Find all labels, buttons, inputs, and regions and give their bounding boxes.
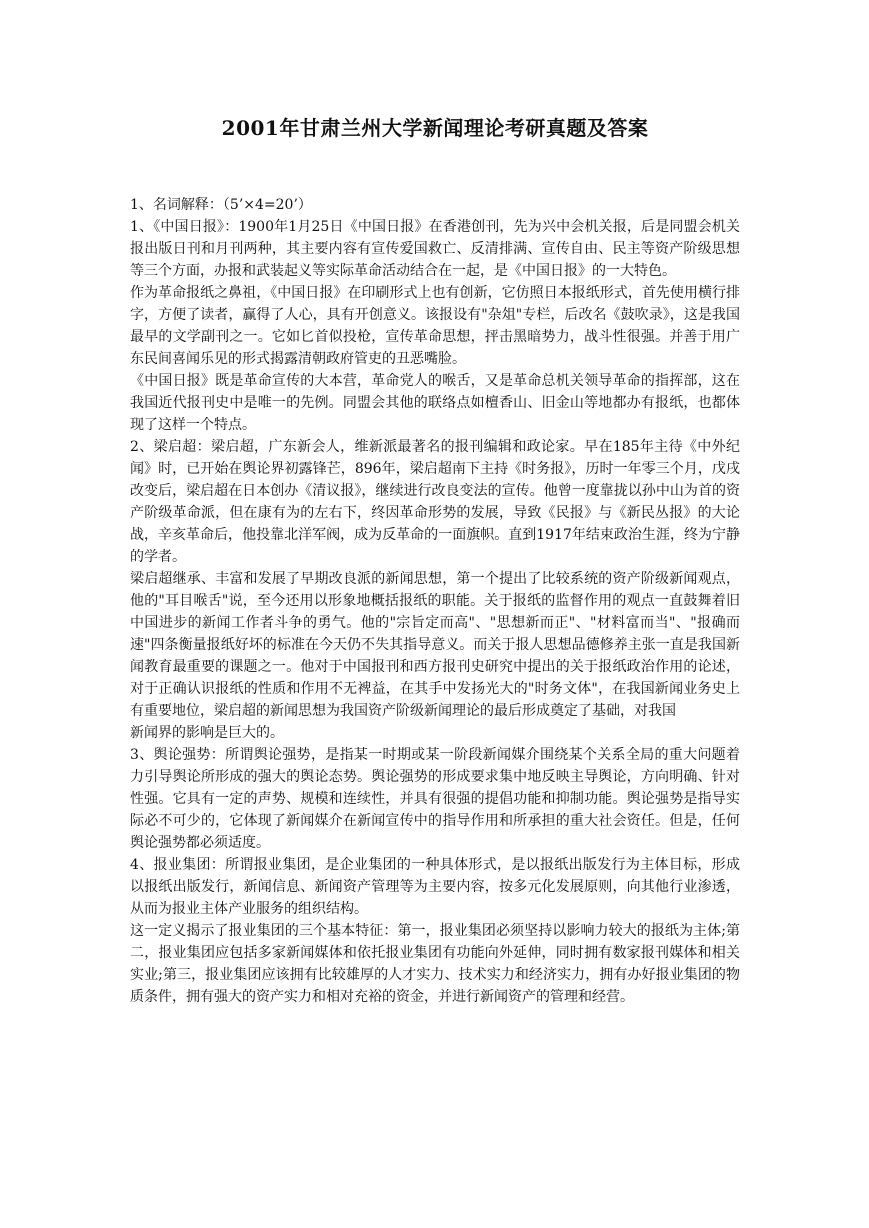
paragraph: 这一定义揭示了报业集团的三个基本特征：第一，报业集团必须坚持以影响力较大的报纸为主体;第二，报业集团应包括多家新闻媒体和依托报业集团有功能向外延伸，同时拥有数家报刊媒体和相关实业;第三，报业集团应该拥有比较雄厚的人才实力、技术实力和经济实力，拥有办好报业集团的物质条件，拥有强大的资产实力和相对充裕的资金，并进行新闻资产的管理和经营。 (130, 923, 740, 1005)
paragraph: 2、梁启超：梁启超，广东新会人，维新派最著名的报刊编辑和政论家。早在185年主待《中外纪闻》时，已开始在舆论界初露锋芒，896年，梁启超南下主持《时务报》，历时一年零三个月，戊戌改变后，梁启超在日本创办《清议报》，继续进行改良变法的宣传。他曾一度靠拢以孙中山为首的资产阶级革命派，但在康有为的左右下，终因革命形势的发展，导致《民报》与《新民丛报》的大论战，辛亥革命后，他投靠北洋军阀，成为反革命的一面旗帜。直到1917年结束政治生涯，终为宁静的学者。 (130, 439, 740, 565)
paragraph: 新闻界的影响是巨大的。 (130, 725, 284, 741)
document-page (130, 0, 740, 1228)
document-body (130, 194, 740, 1008)
paragraph: 4、报业集团：所谓报业集团，是企业集团的一种具体形式，是以报纸出版发行为主体目标，形成以报纸出版发行，新闻信息、新闻资产管理等为主要内容，按多元化发展原则，向其他行业渗透，从而为报业主体产业服务的组织结构。 (130, 857, 740, 917)
paragraph: 《中国日报》既是革命宣传的大本营，革命党人的喉舌，又是革命总机关领导革命的指挥部，这在我国近代报刊史中是唯一的先例。同盟会其他的联络点如檀香山、旧金山等地都办有报纸，也都体现了这样一个特点。 (130, 373, 740, 433)
document-title: 2001年甘肃兰州大学新闻理论考研真题及答案 (221, 116, 649, 140)
paragraph: 3、舆论强势：所谓舆论强势，是指某一时期或某一阶段新闻媒介围绕某个关系全局的重大问题着力引导舆论所形成的强大的舆论态势。舆论强势的形成要求集中地反映主导舆论，方向明确、针对性强。它具有一定的声势、规模和连续性，并具有很强的提倡功能和抑制功能。舆论强势是指导实际必不可少的，它体现了新闻媒介在新闻宣传中的指导作用和所承担的重大社会资任。但是，任何舆论强势都必须适度。 (130, 747, 740, 851)
section-heading: 1、名词解释：（5’×4=20’） (130, 197, 312, 213)
paragraph: 作为革命报纸之鼻祖，《中国日报》在印刷形式上也有创新，它仿照日本报纸形式，首先使用横行排字，方便了读者，赢得了人心，具有开创意义。该报设有"杂俎"专栏，后改名《鼓吹录》，这是我国最早的文学副刊之一。它如匕首似投枪，宣传革命思想，抨击黑暗势力，战斗性很强。并善于用广东民间喜闻乐见的形式揭露清朝政府管吏的丑恶嘴脸。 (130, 285, 740, 367)
paragraph: 梁启超继承、丰富和发展了早期改良派的新闻思想，第一个提出了比较系统的资产阶级新闻观点，他的"耳目喉舌"说，至今还用以形象地概括报纸的职能。关于报纸的监督作用的观点一直鼓舞着旧中国进步的新闻工作者斗争的勇气。他的"宗旨定而高"、"思想新而正"、"材料富而当"、"报确而速"四条衡量报纸好坏的标准在今天仍不失其指导意义。而关于报人思想品德修养主张一直是我国新闻教育最重要的课题之一。他对于中国报刊和西方报刊史研究中提出的关于报纸政治作用的论述，对于正确认识报纸的性质和作用不无裨益，在其手中发扬光大的"时务文体"，在我国新闻业务史上有重要地位，梁启超的新闻思想为我国资产阶级新闻理论的最后形成奠定了基础，对我国 (130, 571, 740, 719)
paragraph: 1、《中国日报》：1900年1月25日《中国日报》在香港创刊，先为兴中会机关报，后是同盟会机关报出版日刊和月刊两种，其主要内容有宣传爱国救亡、反清排满、宣传自由、民主等资产阶级思想等三个方面，办报和武装起义等实际革命活动结合在一起，是《中国日报》的一大特色。 (130, 219, 740, 279)
